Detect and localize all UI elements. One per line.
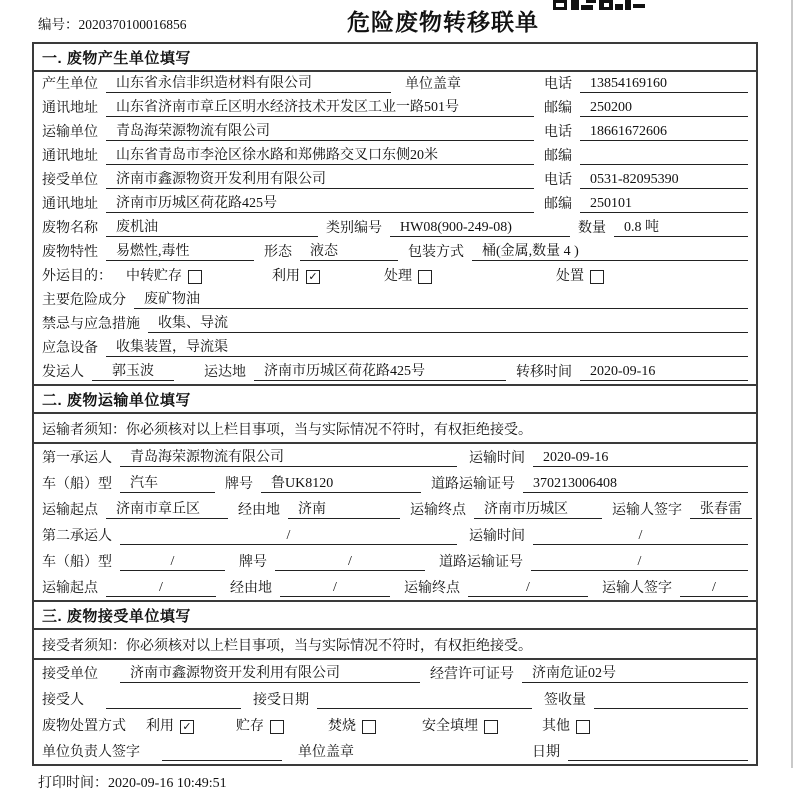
waste-form-label: 形态 [264,245,292,260]
form-row-receiver [34,168,756,192]
route2-via-value: / [280,580,390,597]
producer-address-value: 山东省济南市章丘区明水经济技术开发区工业一路501号 [106,96,534,117]
form-row-transporter [34,120,756,144]
transport-time-label: 运输时间 [469,451,525,466]
carrier1-value: 青岛海荣源物流有限公司 [120,446,457,467]
disposal-option-landfill [422,715,498,735]
utilize-label: 利用 [146,719,174,734]
route-via-label: 经由地 [238,503,280,518]
landfill-label: 安全填埋 [422,719,478,734]
license-value: 济南危证02号 [522,662,748,683]
transporter-zip-value [580,149,748,165]
checkbox-treat [418,270,432,284]
carrier2-label: 第二承运人 [42,529,112,544]
page-title: 危险废物转移联单 [347,9,539,35]
section-receiver [32,600,758,766]
print-time [32,766,758,792]
hazard-label: 主要危险成分 [42,293,126,308]
checkbox-utilize: ✓ [306,270,320,284]
carrier2-value: / [120,528,457,545]
disposal-option-store [236,715,284,735]
transporter-phone-value: 18661672606 [580,124,748,141]
transporter-address-value: 山东省青岛市李沧区徐水路和郑佛路交叉口东侧20米 [106,144,534,165]
form-row-vehicle2 [34,548,756,574]
form-row-transporter-address [34,144,756,168]
route-start-label: 运输起点 [42,581,98,596]
form-row-producer-address [34,96,756,120]
dispatcher-value: 郭玉波 [92,360,174,381]
form-row-route2 [34,574,756,600]
receiver-label: 接受单位 [42,173,98,188]
purpose-option-treat [384,265,432,285]
transporter-value: 青岛海荣源物流有限公司 [106,120,534,141]
checkbox-utilize: ✓ [180,720,194,734]
transport-time-label: 运输时间 [469,529,525,544]
plate-label: 牌号 [225,477,253,492]
purpose-option-transfer-storage [126,265,202,285]
purpose-option-dispose [556,265,604,285]
receiver-unit-value: 济南市鑫源物资开发利用有限公司 [120,662,420,683]
form-row-dispatch [34,360,756,384]
receiver-value: 济南市鑫源物资开发利用有限公司 [106,168,534,189]
license-label: 经营许可证号 [430,667,514,682]
print-time-value: 2020-09-16 10:49:51 [108,776,227,791]
transporter-label: 运输单位 [42,125,98,140]
phone-label: 电话 [544,77,572,92]
road-permit-label: 道路运输证号 [439,555,523,570]
seal-label: 单位盖章 [405,77,461,92]
vehicle2-type-value: / [120,554,225,571]
receiver-phone-value: 0531-82095390 [580,172,748,189]
form-row-hazard [34,288,756,312]
checkbox-other [576,720,590,734]
disposal-option-other [542,715,590,735]
form-row-purpose [34,264,756,288]
carrier1-time-value: 2020-09-16 [533,450,748,467]
page-right-edge [791,0,793,768]
address-label: 通讯地址 [42,197,98,212]
route-via-label: 经由地 [230,581,272,596]
route1-sign-value: 张春雷 [690,498,752,519]
form-row-accept [34,686,756,712]
waste-name-label: 废物名称 [42,221,98,236]
form-row-receiver-address [34,192,756,216]
section-producer-title: 一. 废物产生单位填写 [34,44,756,72]
equipment-label: 应急设备 [42,341,98,356]
waste-qty-label: 数量 [578,221,606,236]
responsible-sign-label: 单位负责人签字 [42,745,140,760]
vehicle2-permit-value: / [531,554,748,571]
vehicle-type-label: 车（船）型 [42,477,112,492]
disposal-option-incinerate [328,715,376,735]
taboo-value: 收集、导流 [148,312,748,333]
packing-label: 包装方式 [408,245,464,260]
purpose-option-utilize [272,265,320,285]
carrier2-time-value: / [533,528,748,545]
form-row-carrier2 [34,522,756,548]
receiver-address-value: 济南市历城区荷花路425号 [106,192,534,213]
acceptor-label: 接受人 [42,693,84,708]
receiver-zip-value: 250101 [580,196,748,213]
producer-label: 产生单位 [42,77,98,92]
transfer-storage-label: 中转贮存 [126,269,182,284]
route1-via-value: 济南 [288,498,400,519]
receiver-notice: 接受者须知：你必须核对以上栏目事项，当与实际情况不符时，有权拒绝接受。 [34,630,756,660]
checkbox-dispose [590,270,604,284]
receiver-unit-label: 接受单位 [42,667,98,682]
waste-qty-value: 0.8 吨 [614,216,748,237]
vehicle1-type-value: 汽车 [120,472,215,493]
address-label: 通讯地址 [42,149,98,164]
waste-props-value: 易燃性,毒性 [106,240,254,261]
producer-zip-value: 250200 [580,100,748,117]
form-row-responsible-sign [34,738,756,764]
section-transporter-title: 二. 废物运输单位填写 [34,386,756,414]
waste-name-value: 废机油 [106,216,318,237]
form-row-taboo [34,312,756,336]
waste-props-label: 废物特性 [42,245,98,260]
road-permit-label: 道路运输证号 [431,477,515,492]
checkbox-transfer-storage [188,270,202,284]
serial-value: 2020370100016856 [78,17,187,32]
producer-phone-value: 13854169160 [580,76,748,93]
route2-start-value: / [106,580,216,597]
vehicle-type-label: 车（船）型 [42,555,112,570]
equipment-value: 收集装置，导流渠 [106,336,748,357]
section-producer [32,42,758,386]
form-row-waste-name [34,216,756,240]
incinerate-label: 焚烧 [328,719,356,734]
serial-label: 编号： [38,17,79,32]
print-time-label: 打印时间： [38,776,108,791]
dispose-label: 处置 [556,269,584,284]
disposal-label: 废物处置方式 [42,719,126,734]
destination-value: 济南市历城区荷花路425号 [254,360,506,381]
phone-label: 电话 [544,125,572,140]
received-qty-value [594,693,748,709]
form-row-carrier1 [34,444,756,470]
section-receiver-title: 三. 废物接受单位填写 [34,602,756,630]
form-row-route1 [34,496,756,522]
transfer-time-label: 转移时间 [516,365,572,380]
vehicle2-plate-value: / [275,554,425,571]
received-qty-label: 签收量 [544,693,586,708]
accept-date-label: 接受日期 [253,693,309,708]
disposal-option-utilize [146,715,194,735]
checkbox-incinerate [362,720,376,734]
transfer-time-value: 2020-09-16 [580,364,748,381]
taboo-label: 禁忌与应急措施 [42,317,140,332]
route1-start-value: 济南市章丘区 [106,498,228,519]
waste-code-label: 类别编号 [326,221,382,236]
form-row-vehicle1 [34,470,756,496]
acceptor-value [106,693,241,709]
store-label: 贮存 [236,719,264,734]
route2-end-value: / [468,580,588,597]
responsible-sign-value [162,745,282,761]
checkbox-landfill [484,720,498,734]
checkbox-store [270,720,284,734]
route-end-label: 运输终点 [410,503,466,518]
treat-label: 处理 [384,269,412,284]
carrier-sign-label: 运输人签字 [602,581,672,596]
seal-date-value [568,745,748,761]
seal-date-label: 日期 [532,745,560,760]
section-transporter [32,384,758,602]
other-label: 其他 [542,719,570,734]
carrier-sign-label: 运输人签字 [612,503,682,518]
transfer-form [32,42,758,792]
vehicle1-plate-value: 鲁UK8120 [261,472,421,493]
unit-seal-label: 单位盖章 [298,745,354,760]
packing-value: 桶(金属,数量 4 ) [472,240,748,261]
phone-label: 电话 [544,173,572,188]
utilize-label: 利用 [272,269,300,284]
route-start-label: 运输起点 [42,503,98,518]
zip-label: 邮编 [544,197,572,212]
zip-label: 邮编 [544,149,572,164]
vehicle1-permit-value: 370213006408 [523,476,748,493]
hazard-value: 废矿物油 [134,288,748,309]
route-end-label: 运输终点 [404,581,460,596]
waste-form-value: 液态 [300,240,398,261]
purpose-label: 外运目的： [42,269,112,284]
destination-label: 运达地 [204,365,246,380]
form-row-disposal [34,712,756,738]
route1-end-value: 济南市历城区 [474,498,602,519]
form-row-equipment [34,336,756,360]
form-row-waste-props [34,240,756,264]
form-row-producer [34,72,756,96]
address-label: 通讯地址 [42,101,98,116]
producer-value: 山东省永信非织造材料有限公司 [106,72,391,93]
route2-sign-value: / [680,580,748,597]
dispatcher-label: 发运人 [42,365,84,380]
form-row-receiver-unit [34,660,756,686]
zip-label: 邮编 [544,101,572,116]
transporter-notice: 运输者须知：你必须核对以上栏目事项，当与实际情况不符时，有权拒绝接受。 [34,414,756,444]
plate-label: 牌号 [239,555,267,570]
carrier1-label: 第一承运人 [42,451,112,466]
qr-code-fragment-icon [553,0,649,11]
accept-date-value [317,693,532,709]
waste-code-value: HW08(900-249-08) [390,220,570,237]
